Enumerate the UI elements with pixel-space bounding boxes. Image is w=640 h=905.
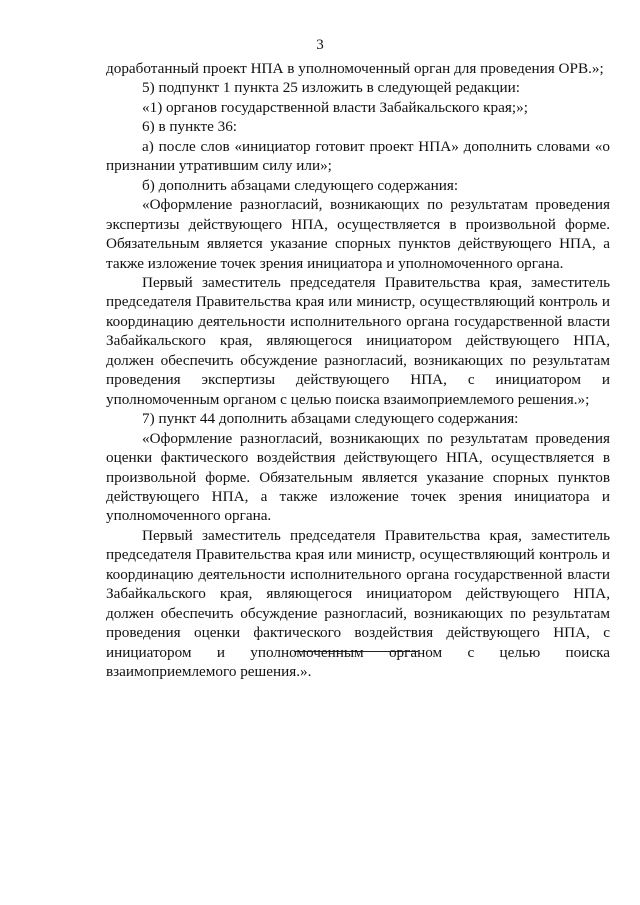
paragraph-9: 7) пункт 44 дополнить абзацами следующего содержания: [142, 410, 519, 428]
end-separator-line [294, 651, 418, 652]
document-body [106, 59, 610, 682]
paragraph-2: 5) подпункт 1 пункта 25 изложить в следующей редакции: [142, 79, 521, 97]
paragraph-6: б) дополнить абзацами следующего содержания: [142, 176, 459, 194]
paragraph-3: «1) органов государственной власти Забайкальского края;»; [142, 98, 528, 116]
page-number: 3 [316, 37, 324, 53]
paragraph-7: «Оформление разногласий, возникающих по результатам проведения экспертизы действующего НПА, осуществляется в произвольной форме. Обязательным является указание спорных пунктов действующего НПА, а также изложение точек зрения инициатора и уполномоченного органа. [106, 196, 610, 272]
paragraph-5: а) после слов «инициатор готовит проект НПА» дополнить словами «о признании утратившим силу или»; [106, 137, 610, 175]
paragraph-1: доработанный проект НПА в уполномоченный орган для проведения ОРВ.»; [106, 60, 604, 77]
paragraph-8: Первый заместитель председателя Правительства края, заместитель председателя Правительства края или министр, осуществляющий контроль и координацию деятельности исполнительного органа государственной власти Забайкальского края, являющегося инициатором действующего НПА, должен обеспечить обсуждение разногласий, возникающих по результатам проведения экспертизы действующего НПА, с инициатором и уполномоченным органом с целью поиска взаимоприемлемого решения.»; [106, 273, 610, 408]
paragraph-4: 6) в пункте 36: [142, 118, 238, 136]
paragraph-10: «Оформление разногласий, возникающих по результатам проведения оценки фактического воздействия действующего НПА, осуществляется в произвольной форме. Обязательным является указание спорных пунктов действующего НПА, а также изложение точек зрения инициатора и уполномоченного органа. [106, 429, 610, 525]
paragraph-11: Первый заместитель председателя Правительства края, заместитель председателя Правительства края или министр, осуществляющий контроль и координацию деятельности исполнительного органа государственной власти Забайкальского края, являющегося инициатором действующего НПА, должен обеспечить обсуждение разногласий, возникающих по результатам проведения оценки фактического воздействия действующего НПА, с инициатором и уполномоченным органом с целью поиска взаимоприемлемого решения.». [106, 526, 610, 681]
